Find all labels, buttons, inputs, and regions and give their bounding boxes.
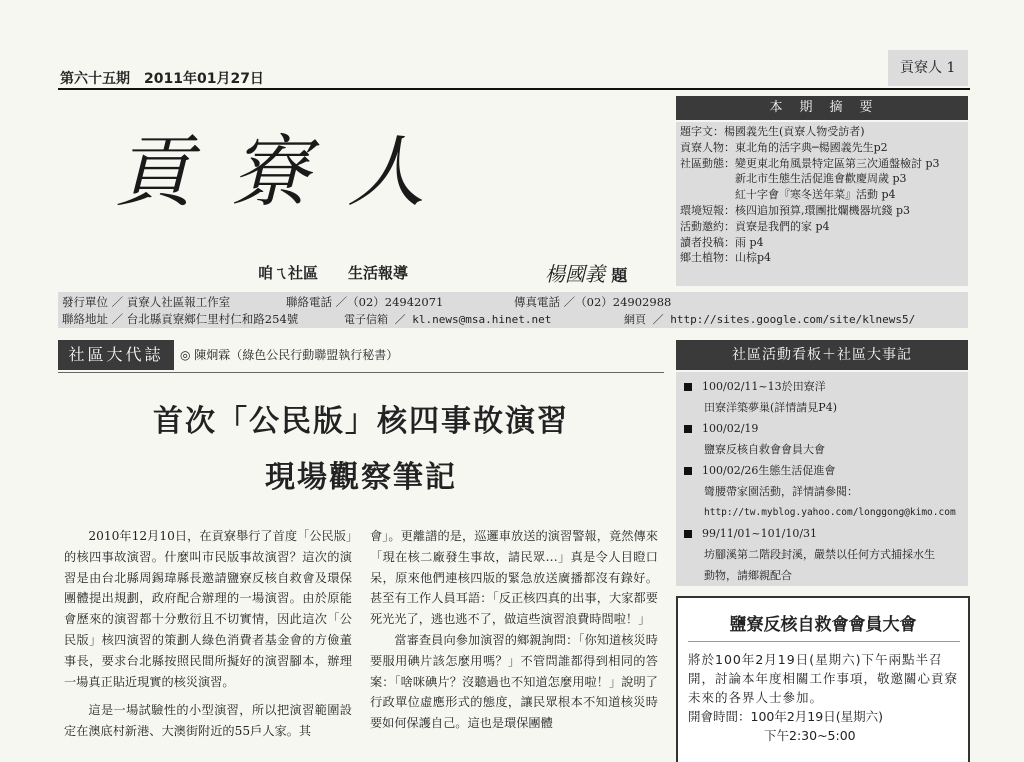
- notice-body: 將於100年2月19日(星期六)下午兩點半召開，討論本年度相關工作事項，敬邀關心貢寮未來的各界人士參加。: [688, 652, 959, 705]
- events-board: [676, 372, 968, 586]
- summary-box: [676, 122, 968, 286]
- summary-row: 社區動態：變更東北角風景特定區第三次通盤檢討 p3: [680, 156, 940, 170]
- summary-heading: 本 期 摘 要: [676, 96, 968, 120]
- paragraph: 會」。更離譜的是，巡邏車放送的演習警報，竟然傳來「現在核二廠發生事故，請民眾…」真是令人目瞪口呆，原來他們連核四版的緊急放送廣播都沒有錄好。甚至有工作人員耳語：「反正核四真的出事，大家都要死光光了，逃也逃不了，做這些演習浪費時間啦！」: [370, 529, 658, 627]
- email: 電子信箱 ／ kl.news@msa.hinet.net: [344, 313, 552, 326]
- summary-row: 環境短報：核四追加預算,環團批爛機器坑錢 p3: [680, 203, 911, 217]
- notice-time-range: 下午2:30~5:00: [764, 728, 856, 743]
- summary-row: 鄉土植物：山棕p4: [680, 251, 772, 265]
- event-item: 100/02/11~13於田寮洋 田寮洋築夢巢(詳情請見P4): [684, 376, 968, 418]
- paragraph: 當審查員向參加演習的鄉親詢問：「你知道核災時要服用碘片該怎麼用嗎？」不管問誰都得到相同的答案：「啥咪碘片？沒聽過也不知道怎麼用啦！」說明了行政單位虛應形式的態度，讓民眾根本不知道核災時要如何保護自己。這也是環保團體: [370, 632, 658, 731]
- page-tab: 貢寮人 1: [888, 50, 968, 86]
- article-title-line1: 首次「公民版」核四事故演習: [153, 404, 569, 439]
- header-divider: [58, 88, 970, 90]
- event-item: 99/11/01~101/10/31 坊腳溪第二階段封溪，嚴禁以任何方式捕採水生 動物，請鄉親配合: [684, 523, 968, 586]
- calligrapher-signature: 楊國義 題: [545, 262, 628, 286]
- event-item: 100/02/26生態生活促進會 彎腰帶家園活動，詳情請參閱： http://tw.myblog.yahoo.com/longgong@kimo.com: [684, 460, 968, 523]
- summary-row: 新北市生態生活促進會歡慶周歲 p3: [680, 172, 907, 186]
- paragraph: 這是一場試驗性的小型演習，所以把演習範圍設定在澳底村新港、大澳街附近的55戶人家。其: [64, 703, 352, 739]
- website: 網頁 ／ http://sites.google.com/site/klnews5/: [624, 313, 916, 326]
- event-link[interactable]: http://tw.myblog.yahoo.com/longgong@kimo.com: [704, 507, 956, 518]
- summary-row: 讀者投稿：雨 p4: [680, 235, 764, 249]
- event-item: 100/02/19 鹽寮反核自救會會員大會: [684, 418, 968, 460]
- summary-row: 貢寮人物：東北角的活字典─楊國義先生p2: [680, 140, 888, 154]
- slogan: 咱ㄟ社區 生活報導: [258, 264, 409, 282]
- summary-row: 紅十字會『寒冬送年菜』活動 p4: [680, 188, 896, 202]
- paragraph: 2010年12月10日，在貢寮舉行了首度「公民版」的核四事故演習。什麼叫市民版事故演習？這次的演習是由台北縣周錫瑋縣長邀請鹽寮反核自救會及環保團體提出規劃，政府配合辦理的一場演習。由於原能會歷來的演習都十分敷衍且不切實情，因此這次「公民版」核四演習的策劃人綠色消費者基金會的方儉董事長，要求台北縣按照民間所擬好的演習腳本，辦理一場真正貼近現實的核災演習。: [64, 529, 352, 689]
- sidebar-heading: 社區活動看板＋社區大事記: [676, 340, 968, 370]
- address: 聯絡地址 ／ 台北縣貢寮鄉仁里村仁和路254號: [62, 312, 299, 326]
- summary-row: 活動邀約：貢寮是我們的家 p4: [680, 219, 830, 233]
- notice-time: 開會時間：100年2月19日(星期六): [688, 709, 883, 724]
- publisher-info-bar: [58, 292, 968, 328]
- meeting-notice: [676, 596, 970, 762]
- notice-title: 鹽寮反核自救會會員大會: [729, 615, 917, 635]
- issue-number: 第六十五期 2011年01月27日: [60, 71, 264, 87]
- article-byline: ◎ 陳炯霖（綠色公民行動聯盟執行秘書）: [180, 348, 399, 362]
- section-label: 社區大代誌: [58, 340, 174, 370]
- article-column-2: [370, 526, 658, 760]
- masthead-title: 貢寮人: [115, 128, 464, 218]
- publisher: 發行單位 ／ 貢寮人社區報工作室: [62, 295, 231, 309]
- summary-row: 題字文：楊國義先生(貢寮人物受訪者): [680, 125, 865, 138]
- fax: 傳真電話 ／（02）24902988: [514, 295, 672, 309]
- byline-divider: [58, 372, 664, 373]
- article-title-line2: 現場觀察筆記: [265, 460, 457, 495]
- phone: 聯絡電話 ／（02）24942071: [286, 295, 444, 309]
- article-column-1: [64, 526, 352, 760]
